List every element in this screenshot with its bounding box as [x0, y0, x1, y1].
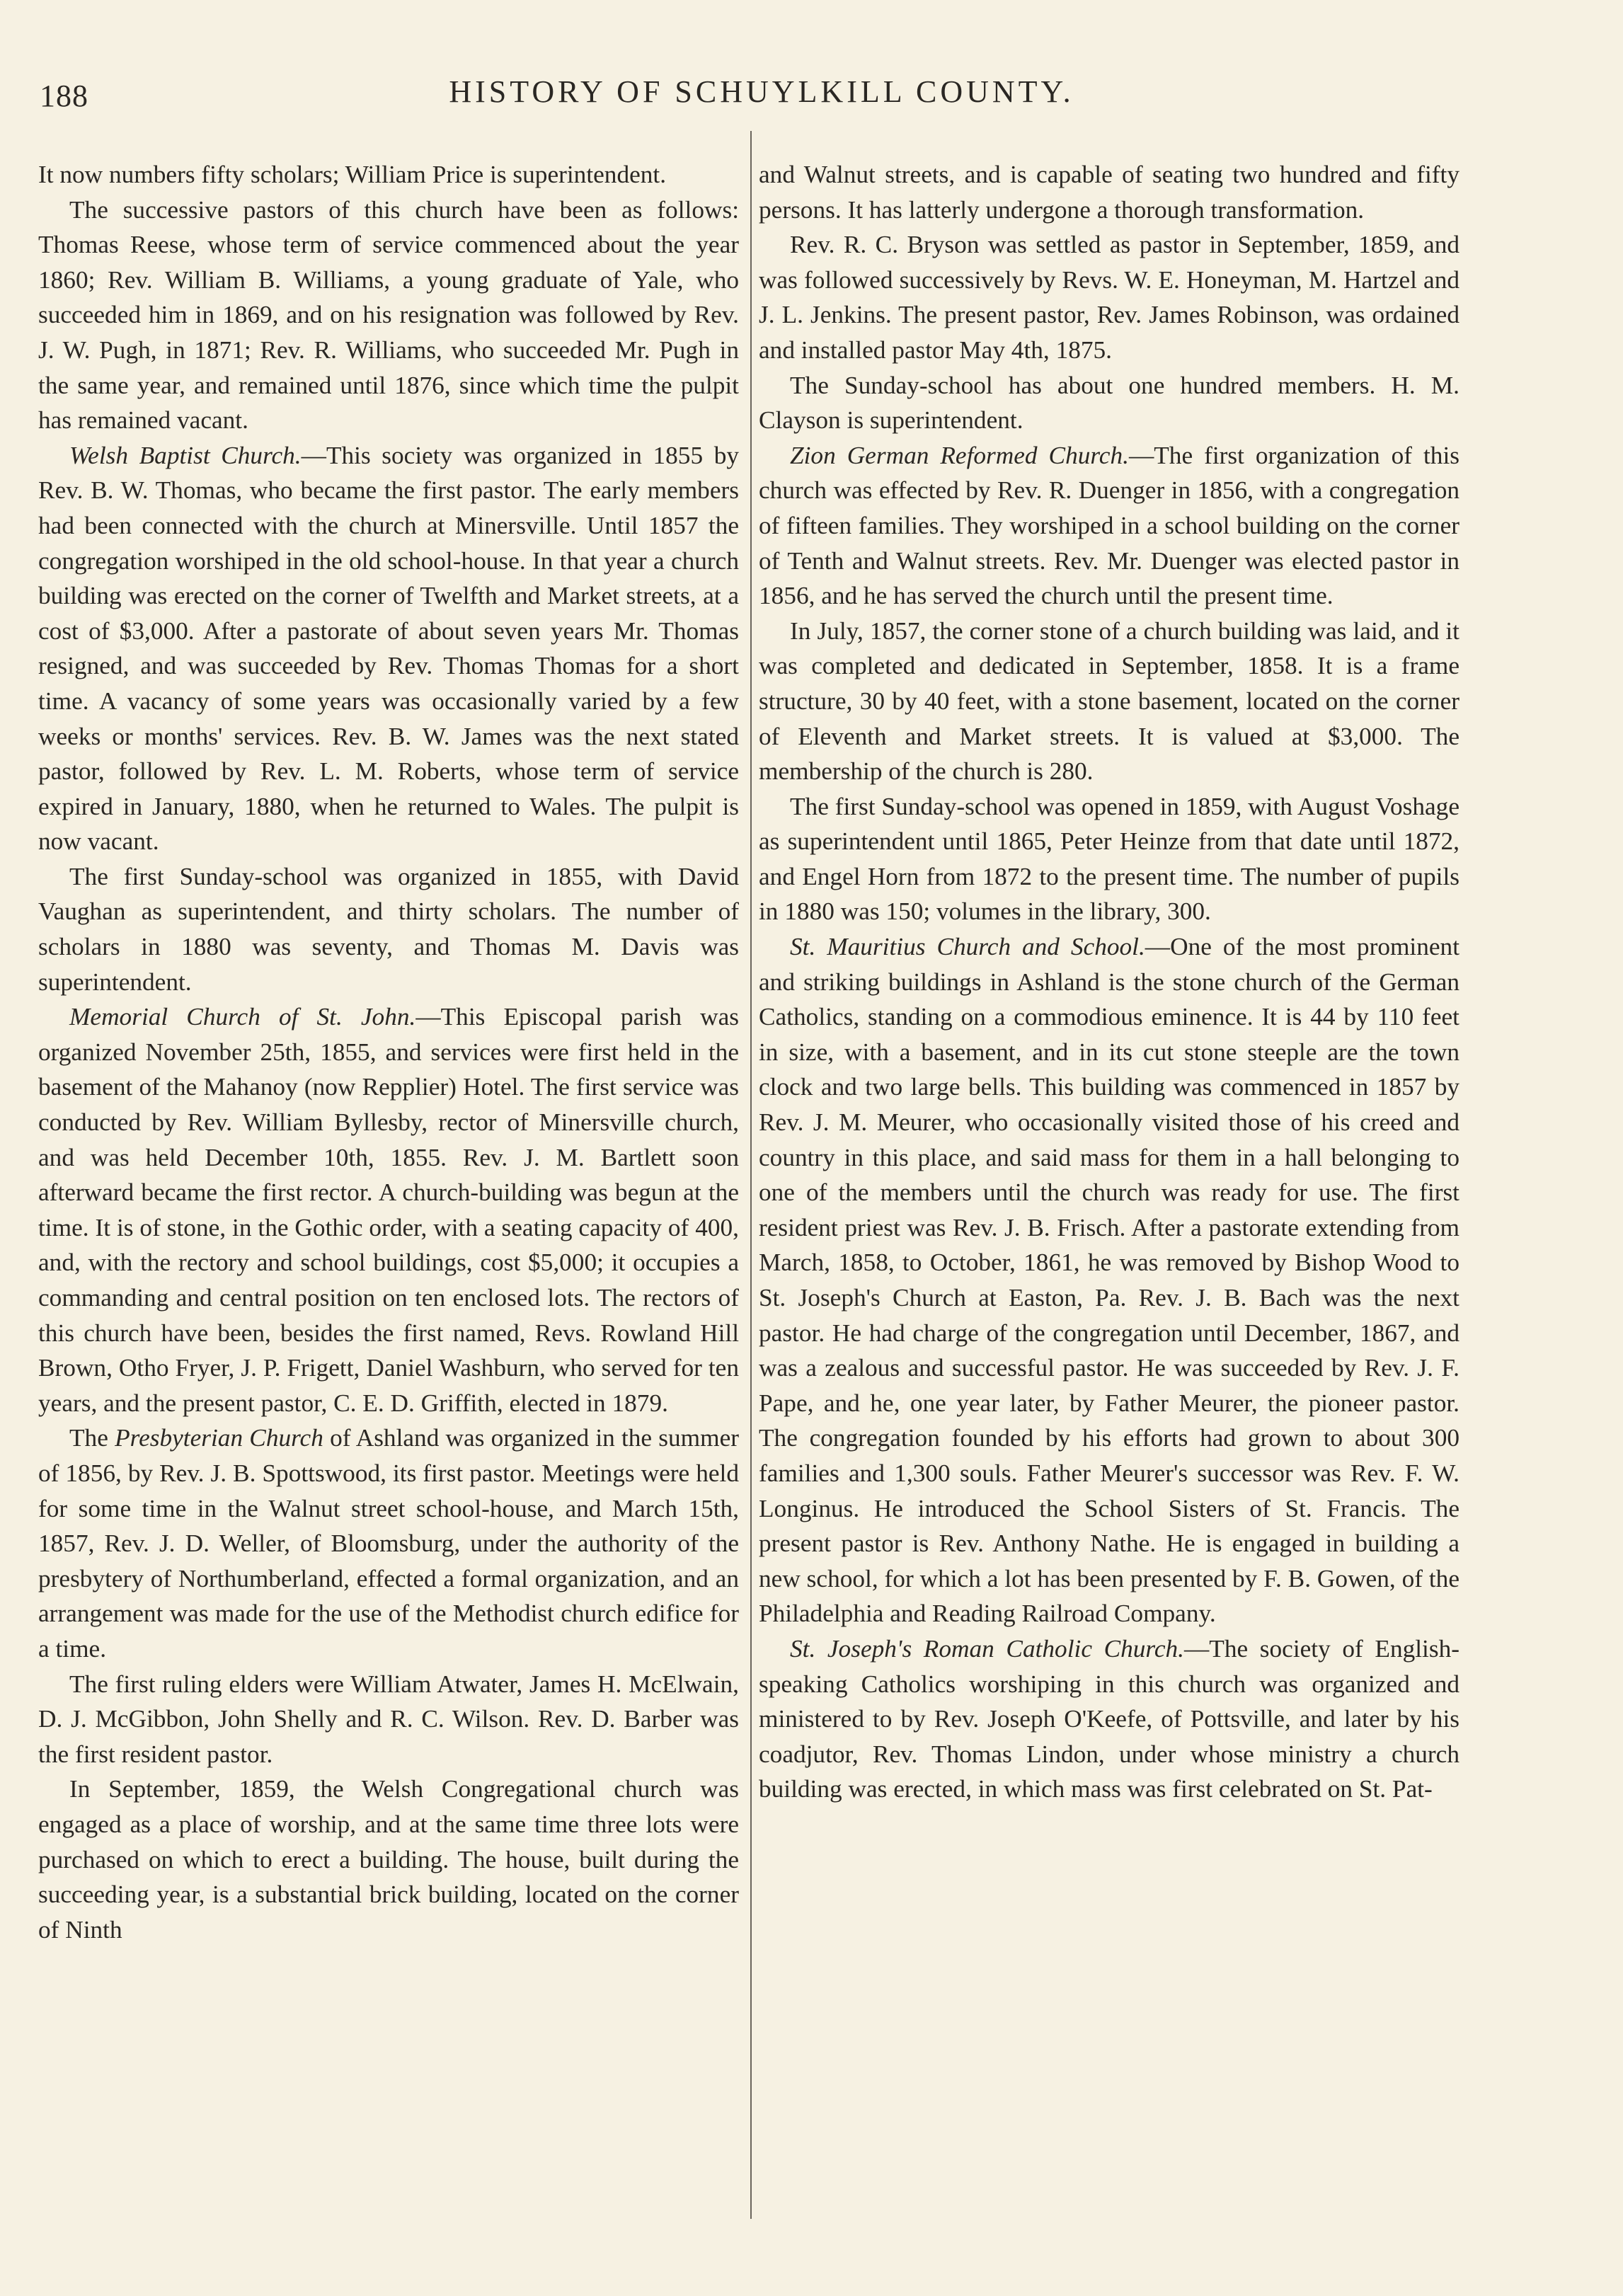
paragraph: The first Sunday-school was organized in 1855, with David Vaughan as superintendent, and thirty scholars. The number of scholars in 1880 was seventy, and Thomas M. Davis was superintendent. — [38, 862, 739, 996]
section-lead: Presbyterian Church — [115, 1424, 323, 1452]
left-column — [38, 157, 739, 1947]
paragraph: The first ruling elders were William Atwater, James H. McElwain, D. J. McGibbon, John Shelly and R. C. Wilson. Rev. D. Barber was the first resident pastor. — [38, 1670, 739, 1768]
section-lead: Zion German Reformed Church. — [790, 441, 1129, 469]
paragraph: St. Joseph's Roman Catholic Church.—The society of English-speaking Catholics worshiping in this church was organized and ministered to by Rev. Joseph O'Keefe, of Pottsville, and later by his coadjutor, Rev. Thomas Lindon, under whose ministry a church building was erected, in which mass was first celebrated on St. Pat- — [759, 1634, 1459, 1803]
paragraph: Rev. R. C. Bryson was settled as pastor in September, 1859, and was followed successively by Revs. W. E. Honeyman, M. Hartzel and J. L. Jenkins. The present pastor, Rev. James Robinson, was ordained and installed pastor May 4th, 1875. — [759, 231, 1459, 364]
paragraph: and Walnut streets, and is capable of seating two hundred and fifty persons. It has latterly undergone a thorough transformation. — [759, 161, 1459, 224]
running-head: HISTORY OF SCHUYLKILL COUNTY. — [449, 74, 1074, 109]
page-header — [40, 68, 1484, 117]
paragraph: The successive pastors of this church have been as follows: Thomas Reese, whose term of service commenced about the year 1860; Rev. William B. Williams, a young graduate of Yale, who succeeded him in 1869, and on his resignation was followed by Rev. J. W. Pugh, in 1871; Rev. R. Williams, who succeeded Mr. Pugh in the same year, and remained until 1876, since which time the pulpit has remained vacant. — [38, 195, 739, 435]
section-lead: St. Joseph's Roman Catholic Church. — [790, 1634, 1184, 1663]
paragraph: Memorial Church of St. John.—This Episcopal parish was organized November 25th, 1855, and services were first held in the basement of the Mahanoy (now Repplier) Hotel. The first service was conducted by Rev. William Byllesby, rector of Minersville church, and was held December 10th, 1855. Rev. J. M. Bartlett soon afterward became the first rector. A church-building was begun at the time. It is of stone, in the Gothic order, with a seating capacity of 400, and, with the rectory and school buildings, cost $5,000; it occupies a commanding and central position on ten enclosed lots. The rectors of this church have been, besides the first named, Revs. Rowland Hill Brown, Otho Fryer, J. P. Frigett, Daniel Washburn, who served for ten years, and the present pastor, C. E. D. Griffith, elected in 1879. — [38, 1003, 739, 1417]
section-lead: Welsh Baptist Church. — [69, 441, 302, 469]
paragraph: St. Mauritius Church and School.—One of the most prominent and striking buildings in Ashland is the stone church of the German Catholics, standing on a commodious eminence. It is 44 by 110 feet in size, with a basement, and in its cut stone steeple are the town clock and two large bells. This building was commenced in 1857 by Rev. J. M. Meurer, who occasionally visited those of his creed and country in this place, and said mass for them in a hall belonging to one of the members until the church was ready for use. The first resident priest was Rev. J. B. Frisch. After a pastorate extending from March, 1858, to October, 1861, he was removed by Bishop Wood to St. Joseph's Church at Easton, Pa. Rev. J. B. Bach was the next pastor. He had charge of the congregation until December, 1867, and was a zealous and successful pastor. He was succeeded by Rev. J. F. Pape, and he, one year later, by Father Meurer, the pioneer pastor. The congregation founded by his efforts had grown to about 300 families and 1,300 souls. Father Meurer's successor was Rev. F. W. Longinus. He introduced the School Sisters of St. Francis. The present pastor is Rev. Anthony Nathe. He is engaged in building a new school, for which a lot has been presented by F. B. Gowen, of the Philadelphia and Reading Railroad Company. — [759, 933, 1460, 1628]
paragraph: Welsh Baptist Church.—This society was organized in 1855 by Rev. B. W. Thomas, who became the first pastor. The early members had been connected with the church at Minersville. Until 1857 the congregation worshiped in the old school-house. In that year a church building was erected on the corner of Twelfth and Market streets, at a cost of $3,000. After a pastorate of about seven years Mr. Thomas resigned, and was succeeded by Rev. Thomas Thomas for a short time. A vacancy of some years was occasionally varied by a few weeks or months' services. Rev. B. W. James was the next stated pastor, followed by Rev. L. M. Roberts, whose term of service expired in January, 1880, when he returned to Wales. The pulpit is now vacant. — [38, 441, 739, 856]
right-column — [759, 157, 1459, 1807]
paragraph: The first Sunday-school was opened in 1859, with August Voshage as superintendent until 1865, Peter Heinze from that date until 1872, and Engel Horn from 1872 to the present time. The number of pupils in 1880 was 150; volumes in the library, 300. — [759, 792, 1459, 926]
section-lead: St. Mauritius Church and School. — [790, 933, 1145, 961]
page-number: 188 — [40, 79, 88, 113]
paragraph: The Presbyterian Church of Ashland was organized in the summer of 1856, by Rev. J. B. Spottswood, its first pastor. Meetings were held for some time in the Walnut street school-house, and March 15th, 1857, Rev. J. D. Weller, of Bloomsburg, under the authority of the presbytery of Northumberland, effected a formal organization, and an arrangement was made for the use of the Methodist church edifice for a time. — [38, 1424, 739, 1663]
paragraph: The Sunday-school has about one hundred members. H. M. Clayson is superintendent. — [759, 371, 1459, 435]
paragraph: In September, 1859, the Welsh Congregational church was engaged as a place of worship, and at the same time three lots were purchased on which to erect a building. The house, built during the succeeding year, is a substantial brick building, located on the corner of Ninth — [38, 1775, 739, 1944]
paragraph: Zion German Reformed Church.—The first organization of this church was effected by Rev. R. Duenger in 1856, with a congregation of fifteen families. They worshiped in a school building on the corner of Tenth and Walnut streets. Rev. Mr. Duenger was elected pastor in 1856, and he has served the church until the present time. — [759, 441, 1459, 610]
paragraph: In July, 1857, the corner stone of a church building was laid, and it was completed and dedicated in September, 1858. It is a frame structure, 30 by 40 feet, with a stone basement, located on the corner of Eleventh and Market streets. It is valued at $3,000. The membership of the church is 280. — [759, 616, 1459, 786]
paragraph: It now numbers fifty scholars; William Price is superintendent. — [38, 161, 667, 188]
column-rule — [750, 131, 752, 2219]
section-lead: Memorial Church of St. John. — [69, 1003, 416, 1031]
